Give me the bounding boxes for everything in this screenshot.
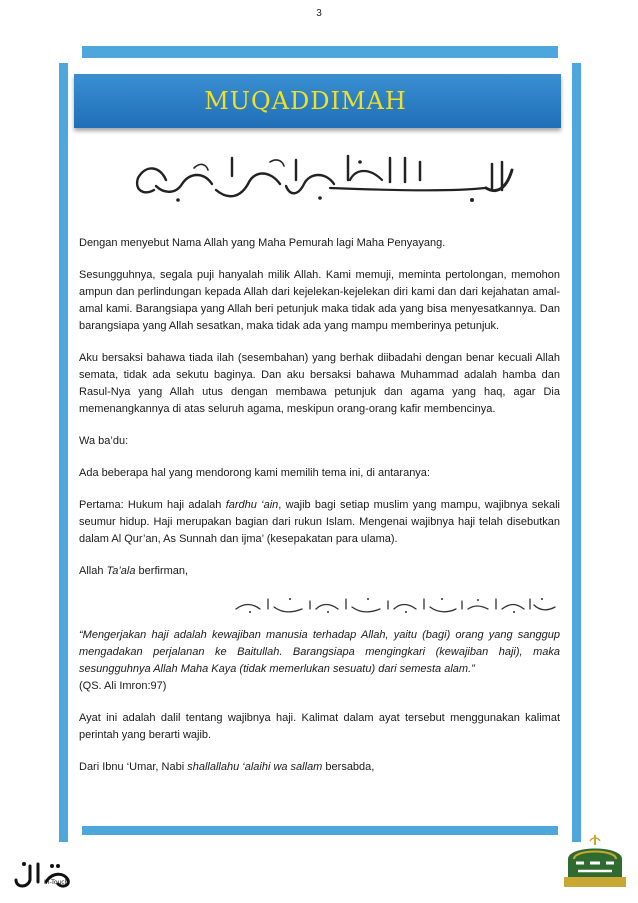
page-title: MUQADDIMAH (204, 87, 407, 115)
quran-translation-quote (79, 627, 560, 678)
arabic-verse-image (79, 595, 560, 617)
text-run: Dari Ibnu ‘Umar, Nabi (79, 761, 188, 773)
text-run: Pertama: Hukum haji adalah (79, 499, 226, 511)
text-run: berfirman, (135, 565, 189, 577)
italic-term: fardhu ‘ain (225, 499, 279, 511)
page-number: 3 (316, 8, 322, 19)
paragraph-testimony: Aku bersaksi bahawa tiada ilah (sesembahan) yang berhak diibadahi dengan benar kecuali Allah semata, tidak ada sekutu baginya. Dan aku bersaksi bahawa Muhammad adalah hamba dan Rasul-Nya yang Allah utus dengan membawa petunjuk dan agama yang haq, agar Dia memenangkannya di atas seluruh agama, meskipun orang-orang kafir membencinya. (79, 352, 560, 415)
inam-logo-label: INAM (587, 882, 603, 889)
text-run: , wajib bagi setiap muslim yang mampu, wajibnya sekali seumur hidup. Haji merupakan bagian dari rukun Islam. Mengenai wajibnya haji telah disebutkan dalam Al Qur’an, As Sunnah dan ijma’ (kesepakatan para ulama). (79, 499, 560, 545)
intouch-logo-label: In-Touch (44, 879, 69, 886)
quran-reference: (QS. Ali Imron:97) (79, 680, 167, 692)
paragraph-hadith-intro (79, 759, 560, 776)
italic-term: shallallahu ‘alaihi wa sallam (187, 761, 323, 773)
text-run: Allah (79, 565, 107, 577)
paragraph-opening: Dengan menyebut Nama Allah yang Maha Pemurah lagi Maha Penyayang. (79, 237, 446, 249)
paragraph-dalil: Ayat ini adalah dalil tentang wajibnya haji. Kalimat dalam ayat tersebut menggunakan kalimat perintah yang berarti wajib. (79, 712, 560, 741)
intouch-logo (12, 858, 74, 892)
title-banner (74, 74, 561, 128)
paragraph-reasons: Ada beberapa hal yang mendorong kami memilih tema ini, di antaranya: (79, 467, 430, 479)
paragraph-praise-line1: Sesungguhnya, segala puji hanyalah milik Allah. Kami memuji, meminta pertolongan, memohon (79, 269, 560, 281)
quote-text: “Mengerjakan haji adalah kewajiban manusia terhadap Allah, yaitu (bagi) orang yang sanggup mengadakan perjalanan ke Baitullah. Barangsiapa mengingkari (kewajiban haji), maka sesungguhnya Allah Maha Kaya (tidak memerlukan sesuatu) dari semesta alam.” (79, 629, 560, 675)
right-frame-bar (572, 63, 581, 842)
basmala-calligraphy-image (120, 150, 525, 210)
inam-mosque-logo (560, 833, 630, 899)
paragraph-wabadu: Wa ba’du: (79, 435, 129, 447)
italic-term: Ta’ala (106, 565, 136, 577)
paragraph-praise-cont: ampun dan perlindungan kepada Allah dari kejelekan-kejelekan diri kami dan dari kejahatan amal-amal kami. Barangsiapa yang Allah beri petunjuk maka tidak ada yang bisa menyesatkannya. Dan barangsiapa yang Allah sesatkan, maka tidak ada yang mampu memberinya petunjuk. (79, 286, 560, 332)
text-run: bersabda, (322, 761, 375, 773)
bottom-decorative-bar (82, 826, 558, 835)
paragraph-allah-says (79, 563, 560, 580)
document-body (79, 235, 560, 791)
paragraph-first-reason (79, 497, 560, 548)
left-frame-bar (59, 63, 68, 842)
top-decorative-bar (82, 46, 558, 58)
